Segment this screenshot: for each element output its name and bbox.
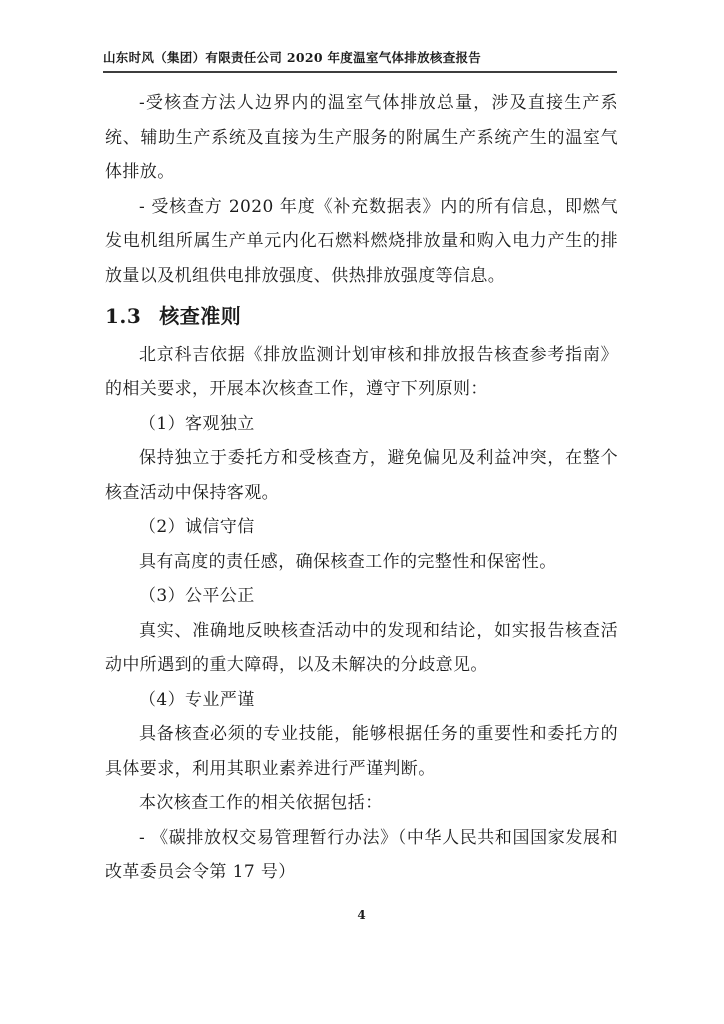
paragraph: 保持独立于委托方和受核查方，避免偏见及利益冲突，在整个核查活动中保持客观。	[105, 448, 618, 503]
paragraph: 真实、准确地反映核查活动中的发现和结论，如实报告核查活动中所遇到的重大障碍，以及未解决的分歧意见。	[105, 620, 618, 675]
section-title: 核查准则	[159, 304, 242, 328]
page-number: 4	[357, 908, 366, 922]
paragraph: -受核查方法人边界内的温室气体排放总量，涉及直接生产系统、辅助生产系统及直接为生产服务的附属生产系统产生的温室气体排放。	[105, 93, 618, 182]
page-body	[105, 86, 618, 890]
paragraph: 具有高度的责任感，确保核查工作的完整性和保密性。	[139, 551, 557, 572]
paragraph: - 受核查方 2020 年度《补充数据表》内的所有信息，即燃气发电机组所属生产单元内化石燃料燃烧排放量和购入电力产生的排放量以及机组供电排放强度、供热排放强度等信息。	[105, 196, 618, 286]
paragraph: 北京科吉依据《排放监测计划审核和排放报告核查参考指南》的相关要求，开展本次核查工作，遵守下列原则：	[105, 344, 618, 399]
report-header-title: 山东时风（集团）有限责任公司 2020 年度温室气体排放核查报告	[103, 50, 482, 65]
list-item-principle-1: （1）客观独立	[139, 413, 255, 434]
paragraph: 具备核查必须的专业技能，能够根据任务的重要性和委托方的具体要求，利用其职业素养进行严谨判断。	[105, 724, 618, 779]
paragraph: 本次核查工作的相关依据包括：	[139, 793, 383, 813]
list-item-principle-4: （4）专业严谨	[139, 689, 255, 710]
list-item-principle-3: （3）公平公正	[139, 586, 255, 606]
list-item-principle-2: （2）诚信守信	[139, 517, 255, 537]
section-heading	[105, 299, 618, 334]
section-number: 1.3	[105, 304, 142, 328]
paragraph: - 《碳排放权交易管理暂行办法》（中华人民共和国国家发展和改革委员会令第 17 号）	[105, 827, 618, 882]
page-footer	[105, 908, 618, 922]
page-header	[103, 48, 617, 73]
